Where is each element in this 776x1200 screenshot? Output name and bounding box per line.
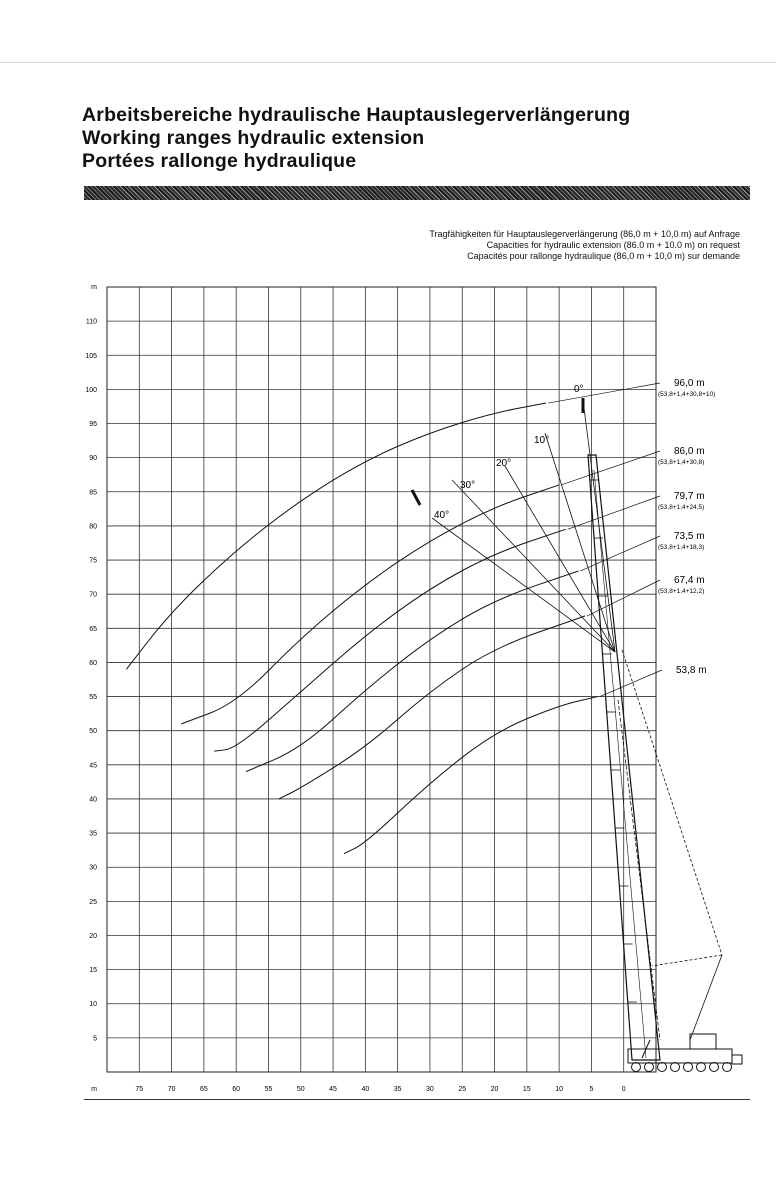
y-tick-label: 30 <box>89 864 97 872</box>
wheel <box>658 1063 667 1072</box>
x-tick-label: 40 <box>361 1086 370 1093</box>
wheel <box>723 1063 732 1072</box>
range-curve <box>279 616 585 799</box>
x-tick-label: 50 <box>296 1086 305 1093</box>
wheel <box>684 1063 693 1072</box>
y-tick-label: 65 <box>89 625 97 633</box>
x-tick-label: 30 <box>426 1086 434 1093</box>
note-french: Capacités pour rallonge hydraulique (86,0 m + 10,0 m) sur demande <box>467 251 740 261</box>
wheel <box>697 1063 706 1072</box>
wheel <box>632 1063 641 1072</box>
y-tick-label: 110 <box>85 318 97 326</box>
boom-length-label: 79,7 m <box>674 491 705 502</box>
title-french: Portées rallonge hydraulique <box>82 150 357 172</box>
boom-config-label: (53,8+1,4+30,8+10) <box>658 391 716 398</box>
label-leader <box>600 670 662 697</box>
boom-config-label: (53,8+1,4+18,3) <box>658 544 705 551</box>
axis-ticks <box>85 284 625 1093</box>
range-curve <box>344 697 598 854</box>
x-tick-label: 75 <box>135 1086 144 1093</box>
y-tick-label: 75 <box>89 557 97 565</box>
x-tick-label: 10 <box>555 1086 564 1093</box>
strut-line <box>690 955 722 1040</box>
x-tick-label: 25 <box>458 1086 467 1093</box>
boom-config-label: (53,8+1,4+24,5) <box>658 504 705 511</box>
y-tick-label: 85 <box>89 489 97 497</box>
y-tick-label: 5 <box>93 1035 97 1043</box>
angle-label: 0° <box>574 384 584 395</box>
range-curve <box>126 403 546 669</box>
x-tick-label: 0 <box>621 1086 626 1093</box>
label-leader <box>561 451 660 485</box>
x-tick-label: 70 <box>167 1086 176 1093</box>
y-tick-label: 10 <box>89 1001 97 1009</box>
title-english: Working ranges hydraulic extension <box>82 127 425 149</box>
x-tick-label: 60 <box>232 1086 241 1093</box>
chart-grid <box>107 287 656 1072</box>
boom-length-label: 67,4 m <box>674 575 705 586</box>
cab <box>732 1055 742 1064</box>
x-tick-label: 20 <box>490 1086 499 1093</box>
angle-line <box>545 433 615 652</box>
y-tick-label: 55 <box>89 694 97 702</box>
y-tick-label: 70 <box>89 591 97 599</box>
boom-length-label: 96,0 m <box>674 378 705 389</box>
angle-label: 30° <box>460 480 476 491</box>
strut-line <box>652 955 722 966</box>
y-tick-label: 95 <box>89 421 97 429</box>
angle-lines <box>412 384 615 652</box>
y-tick-label: 25 <box>89 898 97 906</box>
note-german: Tragfähigkeiten für Hauptauslegerverlängerung (86,0 m + 10,0 m) auf Anfrage <box>429 229 740 239</box>
boom-config-label: (53,8+1,4+12,2) <box>658 588 705 595</box>
y-tick-label: 45 <box>89 762 97 770</box>
x-tick-label: 55 <box>264 1086 273 1093</box>
title-german: Arbeitsbereiche hydraulische Hauptauslegerverlängerung <box>82 104 631 126</box>
x-tick-label: 15 <box>522 1086 531 1093</box>
y-tick-label: 105 <box>85 352 97 360</box>
note-english: Capacities for hydraulic extension (86.0 m + 10.0 m) on request <box>486 240 740 250</box>
x-tick-label: 45 <box>329 1086 337 1093</box>
y-tick-label: 90 <box>89 455 97 463</box>
boom-length-label: 86,0 m <box>674 446 705 457</box>
boom-config-label: (53,8+1,4+30,8) <box>658 459 705 466</box>
angle-label: 20° <box>496 458 512 469</box>
angle-label: 40° <box>434 510 450 521</box>
wheel <box>645 1063 654 1072</box>
x-unit-label: m <box>91 1086 97 1093</box>
label-leader <box>548 383 660 403</box>
x-tick-label: 65 <box>199 1086 208 1093</box>
wheel <box>710 1063 719 1072</box>
angle-line <box>432 518 615 652</box>
y-unit-label: m <box>91 284 97 291</box>
angle-line <box>505 466 615 652</box>
angle-line <box>452 480 615 652</box>
x-tick-label: 5 <box>589 1086 594 1093</box>
superstructure <box>690 1034 716 1049</box>
plot-frame <box>107 287 656 1072</box>
y-tick-label: 40 <box>89 796 97 804</box>
boom-length-labels <box>548 378 715 697</box>
range-curve <box>181 485 559 724</box>
boom-length-label: 73,5 m <box>674 531 705 542</box>
jib-sketch <box>412 490 420 505</box>
label-leader <box>580 536 660 571</box>
guy-line <box>618 700 660 1040</box>
y-tick-label: 80 <box>89 523 97 531</box>
boom-length-label: 53,8 m <box>676 665 707 676</box>
y-tick-label: 100 <box>85 386 97 394</box>
y-tick-label: 35 <box>89 830 97 838</box>
guy-line <box>622 650 722 955</box>
y-tick-label: 15 <box>89 967 97 975</box>
range-curve <box>214 529 565 751</box>
y-tick-label: 20 <box>89 932 97 940</box>
wheel <box>671 1063 680 1072</box>
carrier-body <box>628 1049 732 1063</box>
y-tick-label: 60 <box>89 659 97 667</box>
y-tick-label: 50 <box>89 728 97 736</box>
label-leader <box>568 496 660 529</box>
bottom-rule <box>84 1099 750 1100</box>
x-tick-label: 35 <box>393 1086 402 1093</box>
angle-label: 10° <box>534 435 550 446</box>
